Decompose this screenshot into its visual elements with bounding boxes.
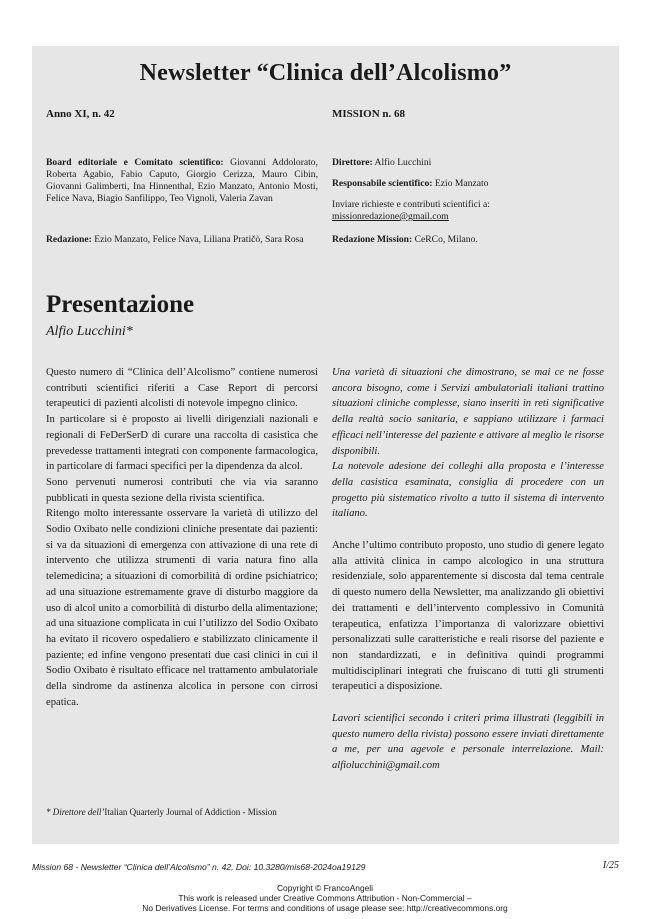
footnote-suffix: - Mission [240, 807, 277, 817]
mission-redazione-label: Redazione Mission: [332, 234, 413, 245]
submission-info [332, 199, 604, 223]
redazione-names: Ezio Manzato, Felice Nava, Liliana Pratičò, Sara Rosa [94, 234, 304, 245]
director-line [332, 157, 604, 169]
right-italic-paragraph-1: Una varietà di situazioni che dimostrano, se mai ce ne fosse ancora bisogno, come i Servizi ambulatoriali italiani trattino situazioni cliniche complesse, siano inseriti in reti significative della realtà socio sanitaria, e sappiano utilizzare i farmaci efficaci nell’interesse del paziente e attivare al meglio le risorse disponibili. [332, 367, 604, 457]
mission-redazione-value: CeRCo, Milano. [414, 234, 478, 245]
footnote-journal: Italian Quarterly Journal of Addiction [104, 807, 241, 817]
mission-number: MISSION n. 68 [332, 108, 406, 120]
director-name: Alfio Lucchini [374, 157, 432, 168]
left-paragraph-2: In particolare si è proposto ai livelli dirigenziali nazionali e regionali di FeDerSerD di curare una raccolta di casistica che prevedesse trattamenti integrati con componente farmacologica, in particolare di farmaci specifici per la dipendenza da alcol. [46, 414, 318, 473]
scientific-manager-label: Responsabile scientifico: [332, 178, 433, 189]
submission-text: Inviare richieste e contributi scientifici a: [332, 199, 490, 210]
board-block [46, 157, 318, 205]
section-title: Presentazione [46, 291, 195, 318]
license-line-2: No Derivatives License. For terms and conditions of usage please see: http://creativecommons.org [142, 903, 508, 913]
right-italic-paragraph-3: Lavori scientifici secondo i criteri prima illustrati (leggibili in questo numero della rivista) possono essere inviati direttamente a me, per una agevole e personale interrelazione. Mail: alfiolucchini@gmail.com [332, 713, 604, 772]
board-names: Giovanni Addolorato, Roberta Agabio, Fabio Caputo, Giorgio Cerizza, Mauro Cibin, Giovanni Galimberti, Ina Hinnenthal, Ezio Manzato, Antonio Mosti, Felice Nava, Biagio Sanfilippo, Teo Vignoli, Valeria Zavan [46, 157, 319, 204]
citation-footer: Mission 68 - Newsletter “Clinica dell’Alcolismo” n. 42, Doi: 10.3280/mis68-2024oa19129 [32, 862, 366, 872]
left-paragraph-4: Ritengo molto interessante osservare la varietà di utilizzo del Sodio Oxibato nelle condizioni cliniche presentate dai pazienti: si va da situazioni di emergenza con attivazione di una rete di intervento che utilizza strumenti di varia natura fino alla telemedicina; a situazioni di comorbilità di ordine psichiatrico; ad una situazione estremamente grave di disturbo maggiore da uso di alcol unito a comorbilità di disturbo della alimentazione; ad una situazione complicata in cui l’utilizzo del Sodio Oxibato ha evitato il ricovero ospedaliero e stabilizzato clinicamente il paziente; ed infine vengono presentati due casi clinici in cui il Sodio Oxibato è risultato efficace nel trattamento ambulatoriale della sindrome da astinenza alcolica in persone con cirrosi epatica. [46, 508, 318, 708]
redazione-block [46, 234, 318, 246]
scientific-manager-name: Ezio Manzato [434, 178, 489, 189]
director-label: Direttore: [332, 157, 373, 168]
left-column [46, 365, 318, 710]
issue-number: Anno XI, n. 42 [46, 108, 115, 120]
scientific-manager-line [332, 178, 604, 190]
right-italic-paragraph-2: La notevole adesione dei colleghi alla proposta e l’interesse della casistica esaminata, consiglia di procedere con un progetto più sistematico rivolto a tutto il sistema di intervento italiano. [332, 461, 604, 520]
left-paragraph-3: Sono pervenuti numerosi contributi che via via saranno pubblicati in questa sezione della rivista scientifica. [46, 476, 318, 504]
mission-redazione-line [332, 234, 604, 246]
right-column [332, 365, 604, 774]
submission-email-link[interactable]: missionredazione@gmail.com [332, 211, 449, 222]
left-paragraph-1: Questo numero di “Clinica dell’Alcolismo” contiene numerosi contributi scientifici riferiti a Case Report di percorsi terapeutici di pazienti alcolisti di notevole impegno clinico. [46, 367, 318, 410]
newsletter-title: Newsletter “Clinica dell’Alcolismo” [139, 60, 512, 86]
copyright-line: Copyright © FrancoAngeli [276, 883, 373, 893]
footnote-prefix: * Direttore dell’ [46, 807, 105, 817]
page-number: I/25 [602, 860, 619, 871]
redazione-label: Redazione: [46, 234, 92, 245]
section-author: Alfio Lucchini* [46, 324, 133, 339]
license-line-1: This work is released under Creative Commons Attribution - Non-Commercial – [178, 893, 472, 903]
right-paragraph: Anche l’ultimo contributo proposto, uno studio di genere legato alla attività clinica in campo alcologico in una struttura residenziale, solo apparentemente si discosta dal tema centrale di questo numero della Newsletter, ma analizzando gli obiettivi dei trattamenti e dell’intervento complessivo in Comunità terapeutica, enfatizza l’importanza di valorizzare obiettivi personalizzati sulle caratteristiche e reali risorse del paziente e non standardizzati, e in definitiva quindi programmi multidisciplinari integrati che fruiscano di tutti gli strumenti terapeutici a disposizione. [332, 540, 604, 693]
author-footnote [46, 806, 318, 818]
board-label: Board editoriale e Comitato scientifico: [46, 157, 224, 168]
